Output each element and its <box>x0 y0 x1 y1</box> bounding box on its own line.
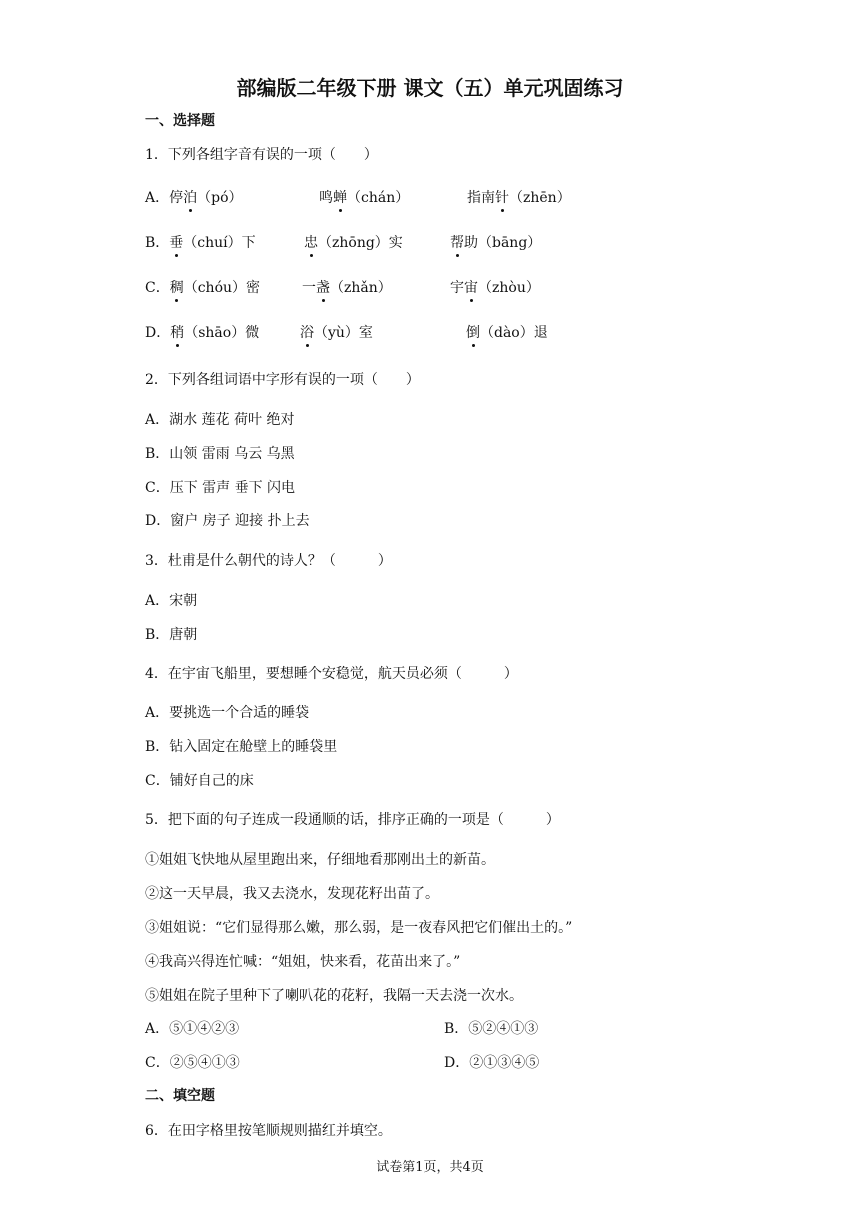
q1-option-b-word2: 忠（zhōng）实 <box>304 235 403 251</box>
question-4-stem: 4．在宇宙飞船里，要想睡个安稳觉，航天员必须（ ） <box>145 666 518 682</box>
q1-option-d-word3: 倒（dào）退 <box>466 325 548 341</box>
q3-option-a: A．宋朝 <box>145 593 198 609</box>
q2-option-b: B．山领 雷雨 乌云 乌黑 <box>145 446 295 462</box>
q5-sentence-4: ④我高兴得连忙喊：“姐姐，快来看，花苗出来了。” <box>145 954 461 970</box>
q5-sentence-3: ③姐姐说：“它们显得那么嫩，那么弱，是一夜春风把它们催出土的。” <box>145 920 573 936</box>
q4-option-c: C．铺好自己的床 <box>145 773 254 789</box>
q1-option-d-word2: 浴（yù）室 <box>300 325 373 341</box>
q4-option-a: A．要挑选一个合适的睡袋 <box>145 705 310 721</box>
q5-sentence-2: ②这一天早晨，我又去浇水，发现花籽出苗了。 <box>145 886 439 902</box>
q1-option-a: A．停泊（pó） <box>145 190 243 206</box>
page-title: 部编版二年级下册 课文（五）单元巩固练习 <box>236 76 624 100</box>
q1-option-a-word2: 鸣蝉（chán） <box>319 190 410 206</box>
q5-sentence-1: ①姐姐飞快地从屋里跑出来，仔细地看那刚出土的新苗。 <box>145 852 495 868</box>
page-footer: 试卷第1页，共4页 <box>376 1160 484 1175</box>
q5-option-c: C．②⑤④①③ <box>145 1055 240 1071</box>
q2-option-a: A．湖水 莲花 荷叶 绝对 <box>145 412 295 428</box>
q4-option-b: B．钻入固定在舱壁上的睡袋里 <box>145 739 338 755</box>
question-5-stem: 5．把下面的句子连成一段通顺的话，排序正确的一项是（ ） <box>145 812 560 828</box>
q5-option-d: D．②①③④⑤ <box>444 1055 540 1071</box>
q3-option-b: B．唐朝 <box>145 627 198 643</box>
q5-sentence-5: ⑤姐姐在院子里种下了喇叭花的花籽，我隔一天去浇一次水。 <box>145 988 523 1004</box>
question-6-stem: 6．在田字格里按笔顺规则描红并填空。 <box>145 1123 392 1139</box>
section-heading-fill: 二、填空题 <box>145 1088 215 1104</box>
q2-option-c: C．压下 雷声 垂下 闪电 <box>145 480 296 496</box>
q1-option-a-word3: 指南针（zhēn） <box>467 190 571 206</box>
q1-option-c-word2: 一盏（zhǎn） <box>302 280 392 296</box>
question-3-stem: 3．杜甫是什么朝代的诗人？（ ） <box>145 553 392 569</box>
q1-option-b-word3: 帮助（bāng） <box>450 235 542 251</box>
section-heading-choice: 一、选择题 <box>145 113 215 129</box>
question-1-stem: 1．下列各组字音有误的一项（ ） <box>145 147 378 163</box>
q5-option-b: B．⑤②④①③ <box>444 1021 539 1037</box>
q1-option-c: C．稠（chóu）密 <box>145 280 261 296</box>
q2-option-d: D．窗户 房子 迎接 扑上去 <box>145 513 310 529</box>
q1-option-b: B．垂（chuí）下 <box>145 235 256 251</box>
q5-option-a: A．⑤①④②③ <box>145 1021 240 1037</box>
question-2-stem: 2．下列各组词语中字形有误的一项（ ） <box>145 372 420 388</box>
q1-option-d: D．稍（shāo）微 <box>145 325 260 341</box>
q1-option-c-word3: 宇宙（zhòu） <box>450 280 540 296</box>
